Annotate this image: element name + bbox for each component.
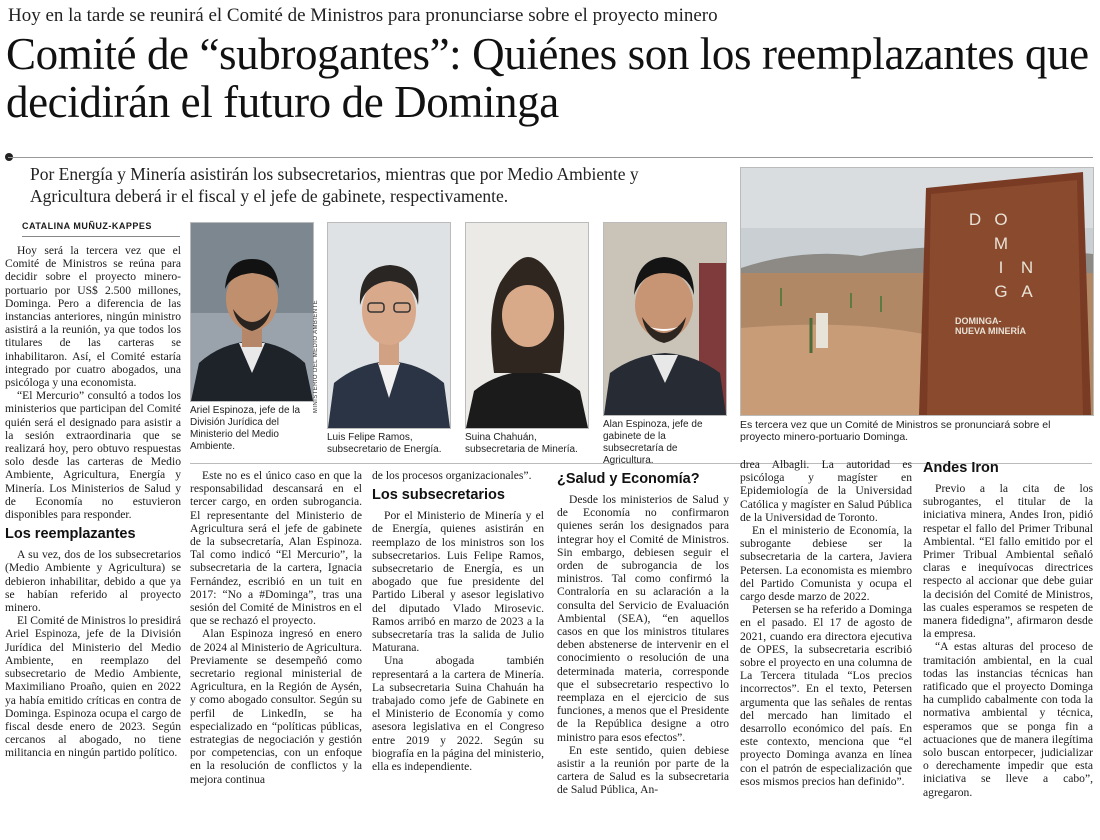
photo-luis-felipe-ramos <box>327 222 451 429</box>
caption-luis-felipe-ramos: Luis Felipe Ramos, subsecretario de Energía. <box>327 432 442 455</box>
paragraph: “El Mercurio” consultó a todos los ministerios que participan del Comité quién será el designado para asistir a la sesión extraordinaria que se realizará hoy, pero obtuvo respuestas solo desde las carteras de Medio Ambiente, Agricultura, Energía y Minería. Los Ministerios de Salud y de Economía no estuvieron disponibles para responder. <box>5 389 181 522</box>
paragraph: A su vez, dos de los subsecretarios (Medio Ambiente y Agricultura) se debieron inhabilitar, debido a que ya se habían referido al proyecto minero. <box>5 548 181 615</box>
column-6 <box>923 455 1093 836</box>
caption-alan-espinoza: Alan Espinoza, jefe de gabinete de la subsecretaría de Agricultura. <box>603 419 703 466</box>
sign-title-1: DOMINGA- <box>955 316 1002 326</box>
byline-rule <box>22 236 180 237</box>
paragraph: drea Albagli. La autoridad es psicóloga y magíster en Epidemiología de la Universidad Católica y magíster en Salud Pública de la Universidad de Toronto. <box>740 458 912 524</box>
sign-title-2: NUEVA MINERÍA <box>955 326 1027 336</box>
portrait-image <box>328 223 450 428</box>
paragraph: Por el Ministerio de Minería y el de Energía, quienes asistirán en reemplazo de los ministros son los subsecretarios. Luis Felipe Ramos, subsecretario de Energía, es un abogado que fue presidente del Partido Liberal y asesor legislativo del diputado Vlado Mirosevic. Ramos arribó en marzo de 2023 a la subsecretaría tras la salida de Julio Maturana. <box>372 509 544 655</box>
column-2 <box>190 469 362 836</box>
paragraph: Una abogada también representará a la cartera de Minería. La subsecretaria Suina Chahuán ha trabajado como jefe de Gabinete en el Ministerio de Economía y como asesora legislativa en el Congreso entre 2019 y 2022. Según su biografía en la página del ministerio, ella es independiente. <box>372 654 544 774</box>
photo-suina-chahuan <box>465 222 589 429</box>
header-rule <box>8 157 1093 158</box>
paragraph: Petersen se ha referido a Dominga en el pasado. El 17 de agosto de 2021, cuando era directora ejecutiva de OPES, la subsecretaria escribió sobre el proyecto en una columna de La Tercera titulada “Los precios incorrectos”. En el texto, Petersen argumenta que las señales de rentas del mercado han limitado el desarrollo económico del país. En este contexto, menciona que “el proyecto Dominga avanza en línea con el patrón de especialización que esos mismos precios han definido”. <box>740 603 912 788</box>
paragraph: El Comité de Ministros lo presidirá Ariel Espinoza, jefe de la División Jurídica del Ministerio del Medio Ambiente, en reemplazo del subsecretario de Medio Ambiente, Maximiliano Proaño, quien en 2022 ya había emitido críticas en contra de Dominga. Espinoza ocupa el cargo de fiscal desde enero de 2023. Según cercanos al abogado, no tiene militancia en ningún partido político. <box>5 614 181 760</box>
article-headline: Comité de “subrogantes”: Quiénes son los reemplazantes que decidirán el futuro de Dominga <box>6 29 1089 127</box>
sign-letter: A <box>1021 282 1033 301</box>
paragraph: En el ministerio de Economía, la subrogante debiese ser la subsecretaria de la cartera, Javiera Petersen. La economista es miembro del Partido Comunista y ocupa el cargo desde marzo de 2022. <box>740 524 912 604</box>
column-5 <box>740 458 912 836</box>
subheading-subsecretarios: Los subsecretarios <box>372 487 505 504</box>
sign-letter: G <box>994 282 1008 301</box>
subheading-andes-iron: Andes Iron <box>923 460 999 476</box>
caption-suina-chahuan: Suina Chahuán, subsecretaria de Minería. <box>465 432 578 455</box>
paragraph: Alan Espinoza ingresó en enero de 2024 al Ministerio de Agricultura. Previamente se desempeñó como secretario regional ministerial de Agricultura, en la Región de Aysén, y como abogado consultor. Según su perfil de LinkedIn, se ha especializado en “políticas públicas, estrategias de negociación y gestión por competencias, con un enfoque en la resolución de conflictos y la mejora continua <box>190 627 362 786</box>
paragraph: Desde los ministerios de Salud y de Economía no confirmaron quienes serán los designados para integrar hoy el Comité de Ministros. Sin embargo, debiesen seguir el orden de subrogancia de los ministros. Tal como confirmó la Contraloría en su aclaración a la consulta del Servicio de Evaluación Ambiental (SEA), “en aquellos casos en que los ministros titulares deben abstenerse de intervenir en el conocimiento o resolución de una determinada materia, corresponde que el subsecretario respectivo lo reemplaza en el ejercicio de sus funciones, a menos que el Presidente de la República designe a otro ministro para esos efectos”. <box>557 493 729 744</box>
sign-letter: N <box>1020 258 1034 277</box>
subheading-salud-economia: ¿Salud y Economía? <box>557 471 700 487</box>
dominga-sign-logo <box>955 210 1047 336</box>
byline: CATALINA MUÑUZ-KAPPES <box>22 221 152 231</box>
portrait-image <box>466 223 588 428</box>
column-4 <box>557 466 729 836</box>
portrait-image <box>604 223 726 415</box>
sign-letter: I <box>998 258 1004 277</box>
article-deck: Por Energía y Minería asistirán los subsecretarios, mientras que por Medio Ambiente y Agricultura deberá ir el fiscal y el jefe de gabinete, respectivamente. <box>30 164 639 206</box>
subheading-reemplazantes: Los reemplazantes <box>5 526 136 543</box>
portrait-image <box>191 223 313 401</box>
photo-alan-espinoza <box>603 222 727 416</box>
paragraph: “A estas alturas del proceso de tramitación ambiental, en la cual todas las instancias técnicas han ratificado que el proyecto Dominga ha cumplido cabalmente con toda la normativa ambiental y técnica, esperamos que se ponga fin a actuaciones que de manera ilegítima solo buscan entorpecer, judicializar o derechamente impedir que esta iniciativa se lleve a cabo”, agregaron. <box>923 640 1093 799</box>
photo-ariel-espinoza <box>190 222 314 402</box>
sign-letter: D <box>968 210 982 229</box>
caption-dominga: Es tercera vez que un Comité de Ministros se pronunciará sobre el proyecto minero-portuario Dominga. <box>740 419 1051 443</box>
sign-letter: M <box>993 234 1009 253</box>
photo-credit: MINISTERIO DEL MEDIO AMBIENTE <box>313 300 319 414</box>
caption-ariel-espinoza: Ariel Espinoza, jefe de la División Jurídica del Ministerio del Medio Ambiente. <box>190 405 301 452</box>
paragraph: Hoy será la tercera vez que el Comité de Ministros se reúna para decidir sobre el proyecto minero-portuario por US$ 2.500 millones, Dominga. Pero a diferencia de las instancias anteriores, ningún ministro asistirá a la reunión, ya que todos los titulares de las carteras se inhabilitaron. Así, el Comité estaría integrado por cuatro abogados, una psicóloga y una economista. <box>5 244 181 390</box>
article-kicker: Hoy en la tarde se reunirá el Comité de Ministros para pronunciarse sobre el proyecto minero <box>8 5 718 26</box>
paragraph: En este sentido, quien debiese asistir a la reunión por parte de la cartera de Salud es la subsecretaria de Salud Pública, An- <box>557 743 729 797</box>
sign-letter: O <box>994 210 1008 229</box>
column-3 <box>372 469 544 836</box>
paragraph: Previo a la cita de los subrogantes, el titular de la iniciativa minera, Andes Iron, pidió respetar el fallo del Primer Tribunal Ambiental. “El fallo emitido por el Primer Tribual Ambiental señaló claras e inequívocas directrices respecto al accionar que debe guiar la decisión del Comité de Ministros, las cuales esperamos se respeten de manera fidedigna”, afirmaron desde la empresa. <box>923 482 1093 641</box>
column-1 <box>5 244 181 836</box>
paragraph: Este no es el único caso en que la responsabilidad descansará en el tercer cargo, en orden subrogancia. El representante del Ministerio de Agricultura será el jefe de gabinete de la subsecretaría, Alan Espinoza. Tal como indicó “El Mercurio”, la subsecretaria de la cartera, Ignacia Fernández, escribió en un tuit en 2017: “No a #Dominga”, tras una sesión del Comité de Ministros en el que se rechazó el proyecto. <box>190 469 362 628</box>
paragraph: de los procesos organizacionales”. <box>372 469 532 482</box>
